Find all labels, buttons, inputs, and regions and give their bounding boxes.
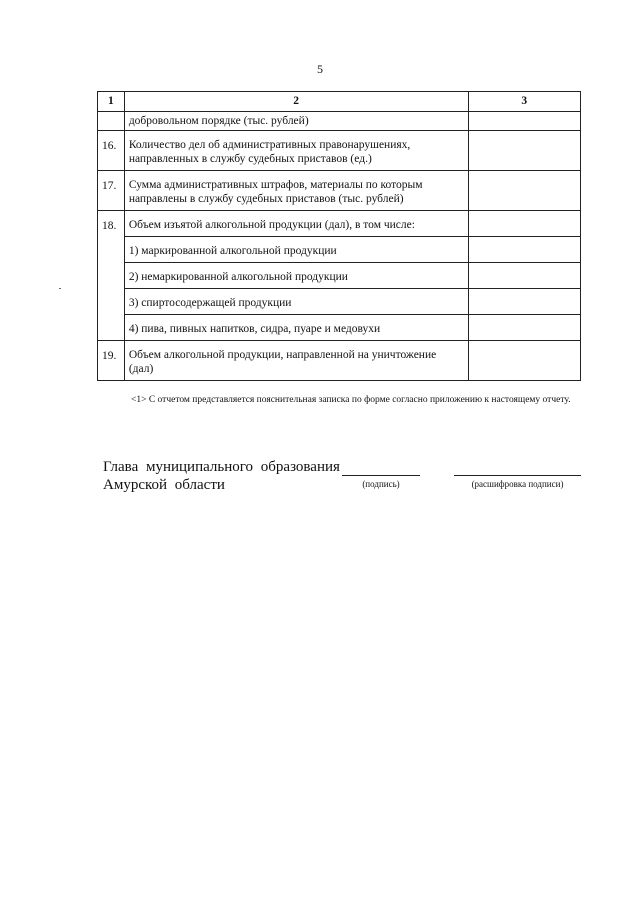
- signatory-title-line1: Глава муниципального образования: [103, 459, 340, 475]
- report-table: [97, 91, 581, 381]
- footnote: <1> С отчетом представляется пояснительная записка по форме согласно приложению к настоящему отчету.: [131, 395, 571, 405]
- row-value: [468, 171, 581, 211]
- row-label: добровольном порядке (тыс. рублей): [124, 112, 468, 131]
- row-number: 18.: [98, 211, 125, 341]
- row-value: [468, 315, 581, 341]
- table-row: [98, 289, 581, 315]
- signatory-title-line2: Амурской области: [103, 477, 225, 493]
- scan-artifact: [59, 288, 61, 289]
- table-row: [98, 171, 581, 211]
- table-header-row: [98, 92, 581, 112]
- row-number: 16.: [98, 131, 125, 171]
- row-value: [468, 289, 581, 315]
- signature-caption: (подпись): [362, 479, 400, 489]
- row-value: [468, 263, 581, 289]
- table-row: [98, 211, 581, 237]
- row-value: [468, 112, 581, 131]
- decoding-line: [454, 475, 581, 476]
- row-label: Количество дел об административных правонарушениях, направленных в службу судебных приставов (ед.): [124, 131, 468, 171]
- row-number: 19.: [98, 341, 125, 381]
- row-label: Объем алкогольной продукции, направленной на уничтожение (дал): [124, 341, 468, 381]
- signature-line: [342, 475, 420, 476]
- table-row: [98, 112, 581, 131]
- table-row: [98, 237, 581, 263]
- decoding-caption: (расшифровка подписи): [471, 479, 564, 489]
- row-value: [468, 131, 581, 171]
- header-col-2: 2: [124, 92, 468, 112]
- row-value: [468, 237, 581, 263]
- row-value: [468, 211, 581, 237]
- row-label: Сумма административных штрафов, материалы по которым направлены в службу судебных приставов (тыс. рублей): [124, 171, 468, 211]
- table-row: [98, 131, 581, 171]
- table-row: [98, 263, 581, 289]
- row-label: 3) спиртосодержащей продукции: [124, 289, 468, 315]
- header-col-3: 3: [468, 92, 581, 112]
- signatory-title: [103, 458, 340, 494]
- row-number: 17.: [98, 171, 125, 211]
- row-value: [468, 341, 581, 381]
- signature-block: [103, 458, 583, 518]
- header-col-1: 1: [98, 92, 125, 112]
- table-row: [98, 315, 581, 341]
- row-label: Объем изъятой алкогольной продукции (дал), в том числе:: [124, 211, 468, 237]
- row-label: 1) маркированной алкогольной продукции: [124, 237, 468, 263]
- row-label: 2) немаркированной алкогольной продукции: [124, 263, 468, 289]
- row-label: 4) пива, пивных напитков, сидра, пуаре и медовухи: [124, 315, 468, 341]
- table-row: [98, 341, 581, 381]
- page-number: 5: [317, 62, 323, 76]
- row-number: [98, 112, 125, 131]
